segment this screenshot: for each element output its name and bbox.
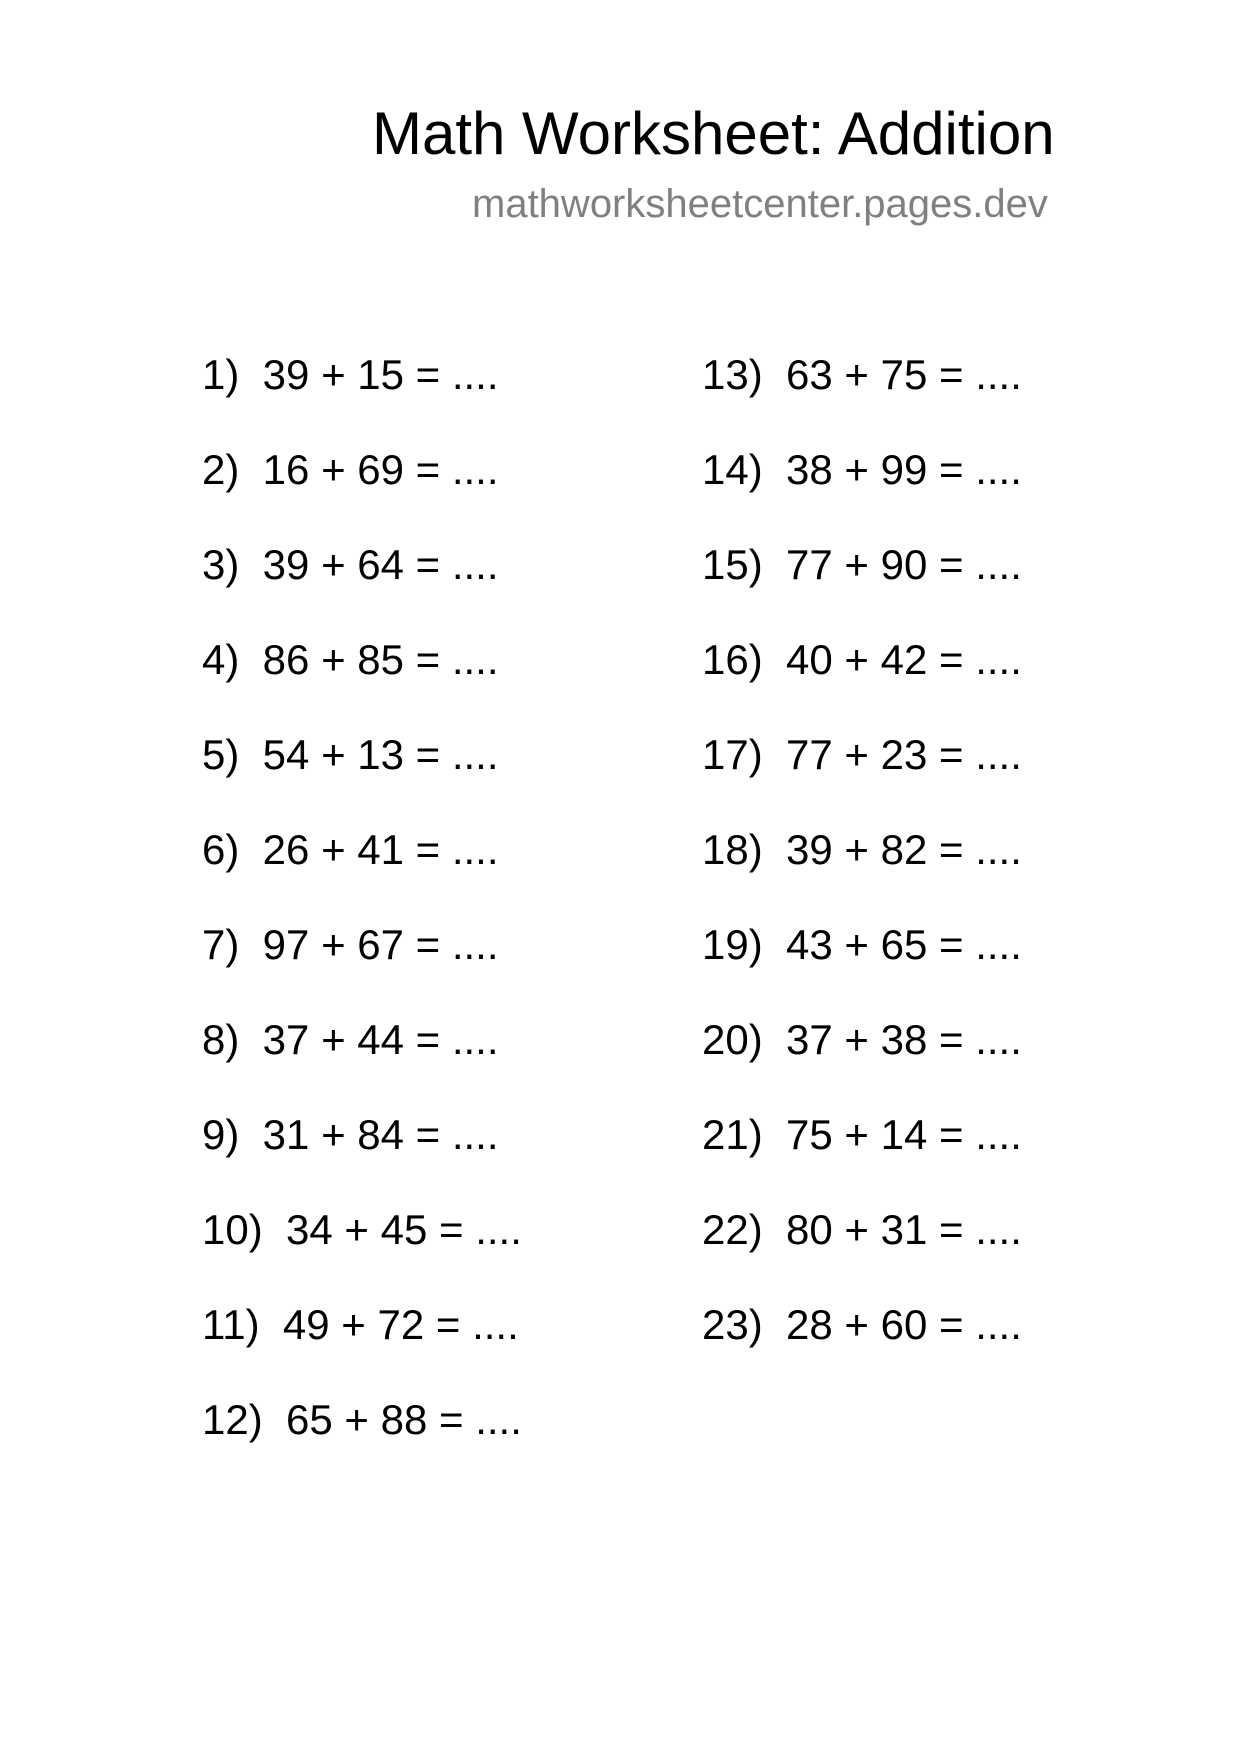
problem-12: 12) 65 + 88 = ....: [202, 1396, 522, 1443]
problem-23: 23) 28 + 60 = ....: [702, 1301, 1022, 1348]
problem-1: 1) 39 + 15 = ....: [202, 351, 499, 398]
problem-11: 11) 49 + 72 = ....: [202, 1301, 519, 1348]
problem-7: 7) 97 + 67 = ....: [202, 921, 499, 968]
problem-13: 13) 63 + 75 = ....: [702, 351, 1022, 398]
problem-20: 20) 37 + 38 = ....: [702, 1016, 1022, 1063]
problem-14: 14) 38 + 99 = ....: [702, 446, 1022, 493]
problem-5: 5) 54 + 13 = ....: [202, 731, 499, 778]
problem-10: 10) 34 + 45 = ....: [202, 1206, 522, 1253]
problem-4: 4) 86 + 85 = ....: [202, 636, 499, 683]
problem-18: 18) 39 + 82 = ....: [702, 826, 1022, 873]
problem-8: 8) 37 + 44 = ....: [202, 1016, 499, 1063]
problem-17: 17) 77 + 23 = ....: [702, 731, 1022, 778]
problem-6: 6) 26 + 41 = ....: [202, 826, 499, 873]
problem-2: 2) 16 + 69 = ....: [202, 446, 499, 493]
problem-21: 21) 75 + 14 = ....: [702, 1111, 1022, 1158]
website-url: mathworksheetcenter.pages.dev: [472, 182, 1048, 226]
problem-22: 22) 80 + 31 = ....: [702, 1206, 1022, 1253]
problem-15: 15) 77 + 90 = ....: [702, 541, 1022, 588]
problem-16: 16) 40 + 42 = ....: [702, 636, 1022, 683]
problem-3: 3) 39 + 64 = ....: [202, 541, 499, 588]
worksheet-title: Math Worksheet: Addition: [372, 100, 1055, 167]
problem-9: 9) 31 + 84 = ....: [202, 1111, 499, 1158]
problem-19: 19) 43 + 65 = ....: [702, 921, 1022, 968]
